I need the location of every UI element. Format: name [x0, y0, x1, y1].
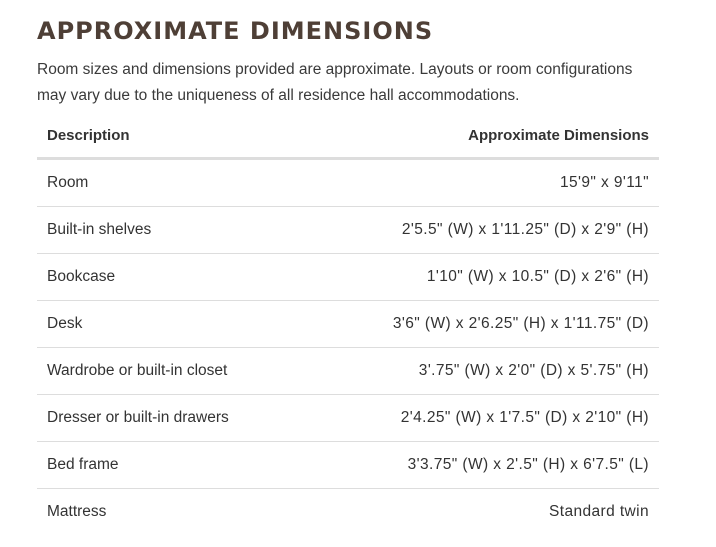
- cell-dimensions: 2'5.5" (W) x 1'11.25" (D) x 2'9" (H): [300, 207, 659, 254]
- table-row: [37, 301, 659, 348]
- cell-dimensions: 3'3.75" (W) x 2'.5" (H) x 6'7.5" (L): [300, 442, 659, 489]
- table-row: [37, 489, 659, 536]
- intro-text: Room sizes and dimensions provided are approximate. Layouts or room configurations may vary due to the uniqueness of all residence hall accommodations.: [37, 61, 633, 104]
- cell-dimensions: 3'.75" (W) x 2'0" (D) x 5'.75" (H): [300, 348, 659, 395]
- cell-description: Bed frame: [37, 442, 300, 489]
- cell-description: Desk: [37, 301, 300, 348]
- column-header-description: Description: [37, 113, 300, 159]
- column-header-dimensions: Approximate Dimensions: [300, 113, 659, 159]
- table-row: [37, 395, 659, 442]
- cell-description: Dresser or built-in drawers: [37, 395, 300, 442]
- cell-dimensions: 15'9" x 9'11": [300, 159, 659, 207]
- table-header: [37, 113, 659, 159]
- cell-dimensions: 1'10" (W) x 10.5" (D) x 2'6" (H): [300, 254, 659, 301]
- cell-description: Bookcase: [37, 254, 300, 301]
- dimensions-section: [37, 14, 659, 535]
- cell-description: Wardrobe or built-in closet: [37, 348, 300, 395]
- table-body: [37, 159, 659, 536]
- cell-description: Room: [37, 159, 300, 207]
- cell-dimensions: Standard twin: [549, 503, 649, 520]
- cell-description: Mattress: [47, 503, 107, 520]
- section-title: APPROXIMATE DIMENSIONS: [37, 17, 434, 45]
- cell-dimensions: 2'4.25" (W) x 1'7.5" (D) x 2'10" (H): [300, 395, 659, 442]
- table-row: [37, 348, 659, 395]
- cell-description: Built-in shelves: [37, 207, 300, 254]
- table-row: [37, 159, 659, 207]
- table-row: [37, 442, 659, 489]
- table-row: [37, 207, 659, 254]
- table-row: [37, 254, 659, 301]
- header-row: [37, 113, 659, 159]
- cell-dimensions: 3'6" (W) x 2'6.25" (H) x 1'11.75" (D): [300, 301, 659, 348]
- dimensions-table: [37, 113, 659, 535]
